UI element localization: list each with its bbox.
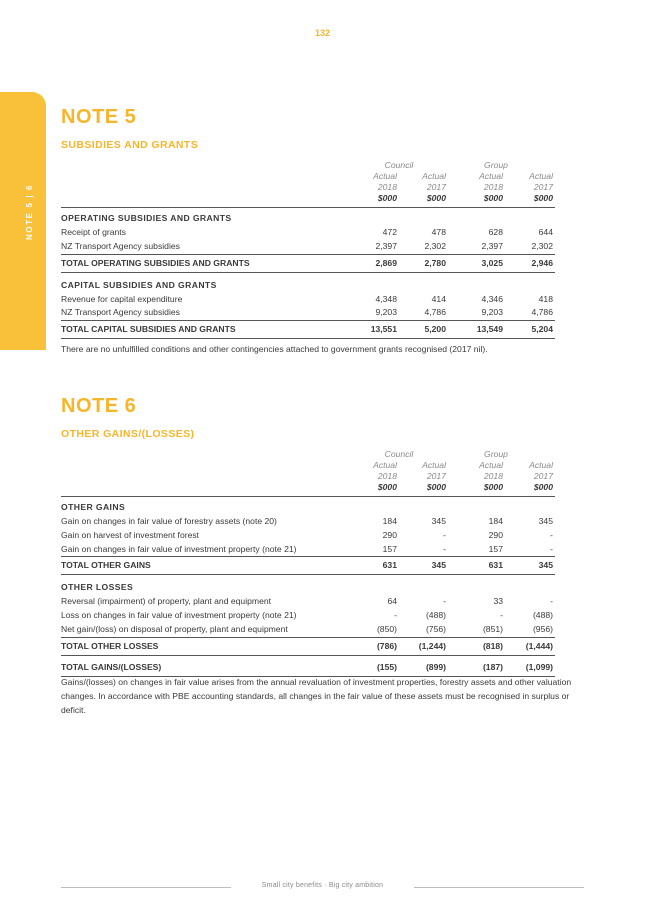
note5-title: NOTE 5 [61,106,137,128]
header-unit: $000 [533,193,553,203]
total-row [61,255,555,272]
total-row-label: TOTAL OTHER GAINS [61,560,151,571]
total-row [61,321,555,338]
section-heading: OPERATING SUBSIDIES AND GRANTS [61,213,232,223]
table-row-value: - [550,596,553,607]
table-row-value: 9,203 [481,307,503,318]
table-row-label: Loss on changes in fair value of investment property (note 21) [61,610,297,621]
table-row-value: 628 [488,227,503,237]
table-row-value: (851) [482,623,503,634]
table-row-value: - [550,543,553,554]
table-row [61,623,555,637]
header-actual: Actual [479,460,503,470]
header-unit: $000 [533,482,553,492]
header-year: 2017 [426,471,446,481]
total-row-value: 2,946 [531,257,553,268]
total-bottom-rule [61,574,555,575]
table-row [61,293,555,307]
header-unit-row [61,482,555,493]
header-year: 2018 [377,471,397,481]
table-row-value: (850) [376,623,397,634]
total-row-value: 2,780 [424,257,446,268]
table-row-label: Gain on changes in fair value of investment property (note 21) [61,543,297,554]
total-row-value: (786) [376,640,397,651]
header-unit: $000 [483,193,503,203]
header-actual: Actual [422,171,446,181]
side-tab [0,92,46,350]
table-row-value: - [550,529,553,540]
header-actual-row [61,460,555,471]
table-row-value: 9,203 [375,307,397,318]
table-row-value: (956) [532,623,553,634]
table-row-value: 478 [431,227,446,237]
table-row-value: 4,346 [481,293,503,304]
header-year-row [61,471,555,482]
total-row-value: (1,244) [418,640,446,651]
total-bottom-rule [61,272,555,273]
footer-text: Small city benefits · Big city ambition [261,882,384,889]
header-actual: Actual [373,460,397,470]
total-row [61,557,555,574]
table-row-value: 644 [538,227,553,237]
table-row [61,226,555,240]
header-year: 2018 [483,471,503,481]
total-row-value: 345 [431,560,446,571]
total-row-value: 345 [538,560,553,571]
table-row-value: 418 [538,293,553,304]
table-row-value: 4,348 [375,293,397,304]
table-row-value: 345 [431,516,446,526]
table-row-value: - [443,596,446,607]
header-unit: $000 [377,193,397,203]
header-group: Group [484,160,508,170]
table-row [61,306,555,320]
table-row-value: 290 [382,529,397,540]
table-row-label: Revenue for capital expenditure [61,293,183,304]
table-row-value: 290 [488,529,503,540]
table-row-value: 472 [382,227,397,237]
table-row-value: (488) [425,610,446,621]
grand-total-row-value: (155) [376,661,397,672]
header-actual: Actual [422,460,446,470]
header-year: 2017 [533,471,553,481]
grand-total-row-value: (1,099) [525,661,553,672]
grand-total-row-value: (187) [482,661,503,672]
table-row-value: (756) [425,623,446,634]
note5-table [61,160,555,339]
total-row [61,638,555,655]
table-row-value: 184 [488,516,503,526]
total-row-label: TOTAL OTHER LOSSES [61,640,159,651]
header-year: 2017 [533,182,553,192]
table-row-label: Receipt of grants [61,227,126,237]
section-heading: OTHER GAINS [61,502,126,512]
table-row-value: 4,786 [424,307,446,318]
header-unit: $000 [426,193,446,203]
header-actual: Actual [479,171,503,181]
header-year: 2017 [426,182,446,192]
section-heading: OTHER LOSSES [61,582,134,593]
note6-subtitle: OTHER GAINS/(LOSSES) [61,428,195,440]
table-row-value: 4,786 [531,307,553,318]
header-group: Group [484,449,508,459]
header-actual: Actual [529,460,553,470]
total-row-value: 631 [488,560,503,571]
section-heading: CAPITAL SUBSIDIES AND GRANTS [61,279,217,290]
grand-total-row-value: (899) [425,661,446,672]
header-unit: $000 [377,482,397,492]
header-year: 2018 [377,182,397,192]
table-row-label: NZ Transport Agency subsidies [61,240,180,251]
table-row-value: 33 [493,596,503,607]
note5-footnote: There are no unfulfilled conditions and other contingencies attached to government grants recognised (2017 nil). [61,344,488,354]
table-row-value: - [443,543,446,554]
table-row-value: 2,302 [424,240,446,251]
table-row-value: 157 [382,543,397,554]
note6-footnote: Gains/(losses) on changes in fair value arises from the annual revaluation of investment properties, forestry assets and other valuation changes. In accordance with PBE accounting standards, all changes in the fair value of these assets must be recognised in surplus or deficit. [61,677,572,715]
header-group-row [61,449,555,460]
total-row-value: 3,025 [481,257,503,268]
header-unit: $000 [426,482,446,492]
table-row-value: 2,302 [531,240,553,251]
header-year-row [61,182,555,193]
header-group-row [61,160,555,171]
total-row-label: TOTAL OPERATING SUBSIDIES AND GRANTS [61,257,250,268]
table-row-value: - [443,529,446,540]
header-actual: Actual [529,171,553,181]
total-row-value: 631 [382,560,397,571]
table-row [61,595,555,609]
grand-total-row [61,659,555,676]
total-row-value: 2,869 [375,257,397,268]
table-row-value: 157 [488,543,503,554]
total-row-value: 5,204 [531,324,553,335]
table-row-value: - [500,610,503,621]
total-row-value: (818) [482,640,503,651]
header-council: Council [384,449,414,459]
table-row-value: 64 [387,596,397,607]
header-council: Council [384,160,414,170]
total-row-value: 13,551 [370,324,397,335]
total-row-value: (1,444) [525,640,553,651]
note6-table [61,449,555,677]
table-row-label: Gain on changes in fair value of forestry assets (note 20) [61,516,277,526]
table-row-label: Net gain/(loss) on disposal of property, plant and equipment [61,623,288,634]
grand-total-row-label: TOTAL GAINS/(LOSSES) [61,661,162,672]
table-row-value: 184 [382,516,397,526]
header-unit: $000 [483,482,503,492]
header-actual-row [61,171,555,182]
table-row-value: - [394,610,397,621]
table-row-value: (488) [532,610,553,621]
table-row-value: 2,397 [481,240,503,251]
total-row-value: 5,200 [424,324,446,335]
table-row-label: Reversal (impairment) of property, plant and equipment [61,596,272,607]
table-row [61,515,555,529]
table-row-value: 345 [538,516,553,526]
table-row-label: NZ Transport Agency subsidies [61,307,180,318]
total-bottom-rule [61,338,555,339]
side-tab-label: NOTE 5 | 6 [25,183,34,240]
header-year: 2018 [483,182,503,192]
table-row-label: Gain on harvest of investment forest [61,529,200,540]
page-number: 132 [314,28,331,38]
table-row [61,609,555,623]
table-row-value: 414 [431,293,446,304]
total-row-label: TOTAL CAPITAL SUBSIDIES AND GRANTS [61,324,236,335]
table-row [61,543,555,557]
note5-subtitle: SUBSIDIES AND GRANTS [61,139,199,151]
table-row [61,240,555,254]
header-unit-row [61,193,555,204]
total-row-value: 13,549 [476,324,503,335]
note6-title: NOTE 6 [61,395,137,417]
table-row-value: 2,397 [375,240,397,251]
table-row [61,529,555,543]
header-actual: Actual [373,171,397,181]
